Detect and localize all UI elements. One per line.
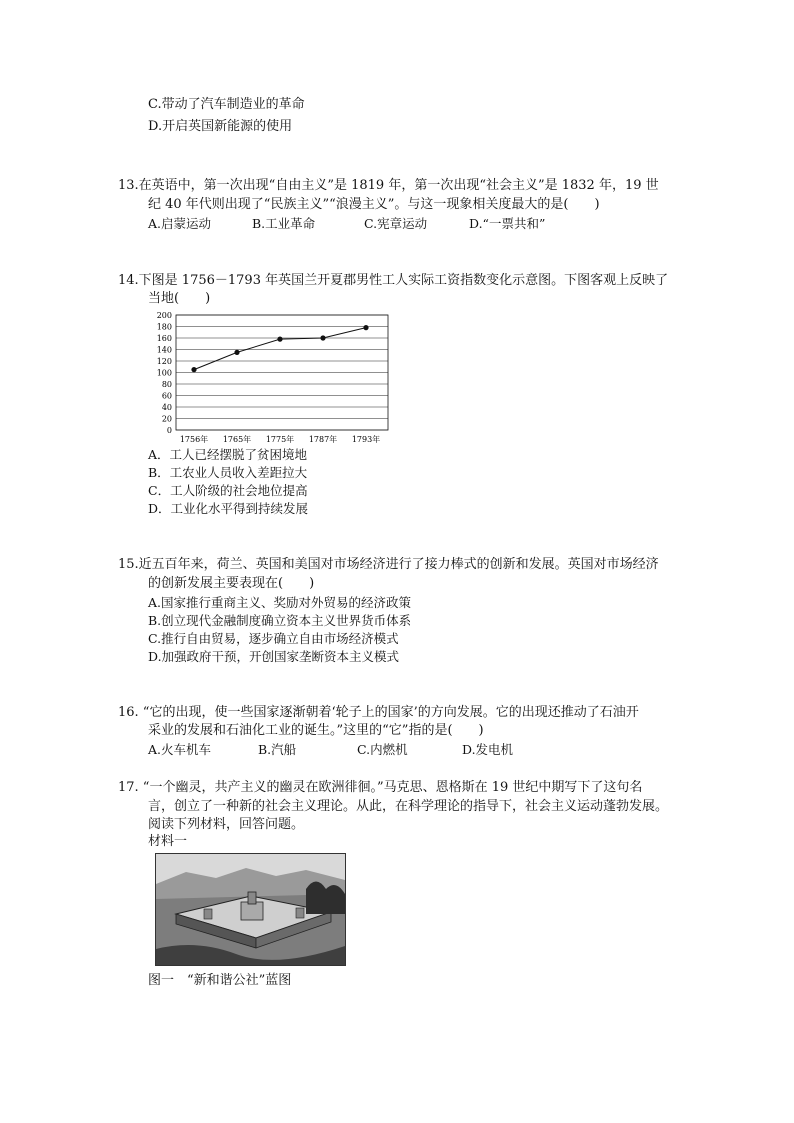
y-tick-label: 100 [156,368,172,378]
x-tick-label: 1793年 [351,435,381,444]
q17-stem-line2: 言，创立了一种新的社会主义理论。从此，在科学理论的指导下，社会主义运动蓬勃发展。 [148,799,669,814]
q15-option-b: B.创立现代金融制度确立资本主义世界货币体系 [148,613,412,628]
q13-stem-line1: 13.在英语中，第一次出现“自由主义”是 1819 年，第一次出现“社会主义”是 1832 年，19 世 [118,178,659,193]
q13-option-a: A.启蒙运动 [148,216,212,231]
q16-stem-line2: 采业的发展和石油化工业的诞生。”这里的“它”指的是( ) [148,723,484,738]
q14-option-c: C．工人阶级的社会地位提高 [148,483,308,498]
data-point [277,337,282,342]
x-tick-label: 1787年 [308,435,338,444]
data-point [363,325,368,330]
y-tick-label: 180 [156,322,172,332]
q16-option-d: D.发电机 [462,742,514,757]
q14-option-d: D．工业化水平得到持续发展 [148,501,309,516]
q13-option-b: B.工业革命 [252,216,316,231]
q17-material-label: 材料一 [148,834,188,849]
q16-option-c: C.内燃机 [357,742,408,757]
wage-index-chart [148,308,398,448]
q14-stem-line2: 当地( ) [148,291,211,306]
q12-option-d: D.开启英国新能源的使用 [148,119,293,134]
figure-caption: 图一 “新和谐公社”蓝图 [148,973,292,988]
y-tick-label: 60 [161,391,172,401]
q12-option-c: C.带动了汽车制造业的革命 [148,97,305,112]
y-tick-label: 80 [161,380,172,389]
q17-stem-line3: 阅读下列材料，回答问题。 [148,817,305,832]
q13-option-d: D.“一票共和” [469,216,546,231]
q14-stem-line1: 14.下图是 1756－1793 年英国兰开夏郡男性工人实际工资指数变化示意图。下图客观上反映了 [118,273,669,288]
y-tick-label: 120 [156,357,172,366]
q15-stem-line2: 的创新发展主要表现在( ) [148,576,315,591]
q15-stem-line1: 15.近五百年来，荷兰、英国和美国对市场经济进行了接力棒式的创新和发展。英国对市场经济 [118,557,659,572]
q16-stem-line1: 16. “它的出现，使一些国家逐渐朝着‘轮子上的国家’的方向发展。它的出现还推动了石油开 [118,705,639,720]
y-tick-label: 0 [166,426,172,435]
data-point [320,335,325,340]
x-tick-label: 1775年 [265,435,295,444]
x-tick-label: 1756年 [179,435,209,444]
q17-stem-line1: 17. “一个幽灵，共产主义的幽灵在欧洲徘徊。”马克思、恩格斯在 19 世纪中期写下了这句名 [118,780,643,795]
wage-series-line [194,328,366,370]
y-tick-label: 20 [161,414,172,424]
y-tick-label: 200 [156,311,172,320]
data-point [234,350,239,355]
q13-stem-line2: 纪 40 年代则出现了“民族主义”“浪漫主义”。与这一现象相关度最大的是( ) [148,197,600,212]
q15-option-a: A.国家推行重商主义、奖励对外贸易的经济政策 [148,595,412,610]
q14-option-a: A．工人已经摆脱了贫困境地 [148,447,308,462]
new-harmony-illustration [155,853,346,966]
q15-option-c: C.推行自由贸易，逐步确立自由市场经济模式 [148,631,399,646]
q16-option-b: B.汽船 [258,742,297,757]
x-tick-label: 1765年 [222,435,252,444]
q13-option-c: C.宪章运动 [364,216,428,231]
data-point [191,367,196,372]
y-tick-label: 160 [156,334,172,343]
q14-option-b: B．工农业人员收入差距拉大 [148,465,308,480]
y-tick-label: 140 [156,345,172,355]
q16-option-a: A.火车机车 [148,742,212,757]
y-tick-label: 40 [161,403,172,412]
q15-option-d: D.加强政府干预，开创国家垄断资本主义模式 [148,649,400,664]
